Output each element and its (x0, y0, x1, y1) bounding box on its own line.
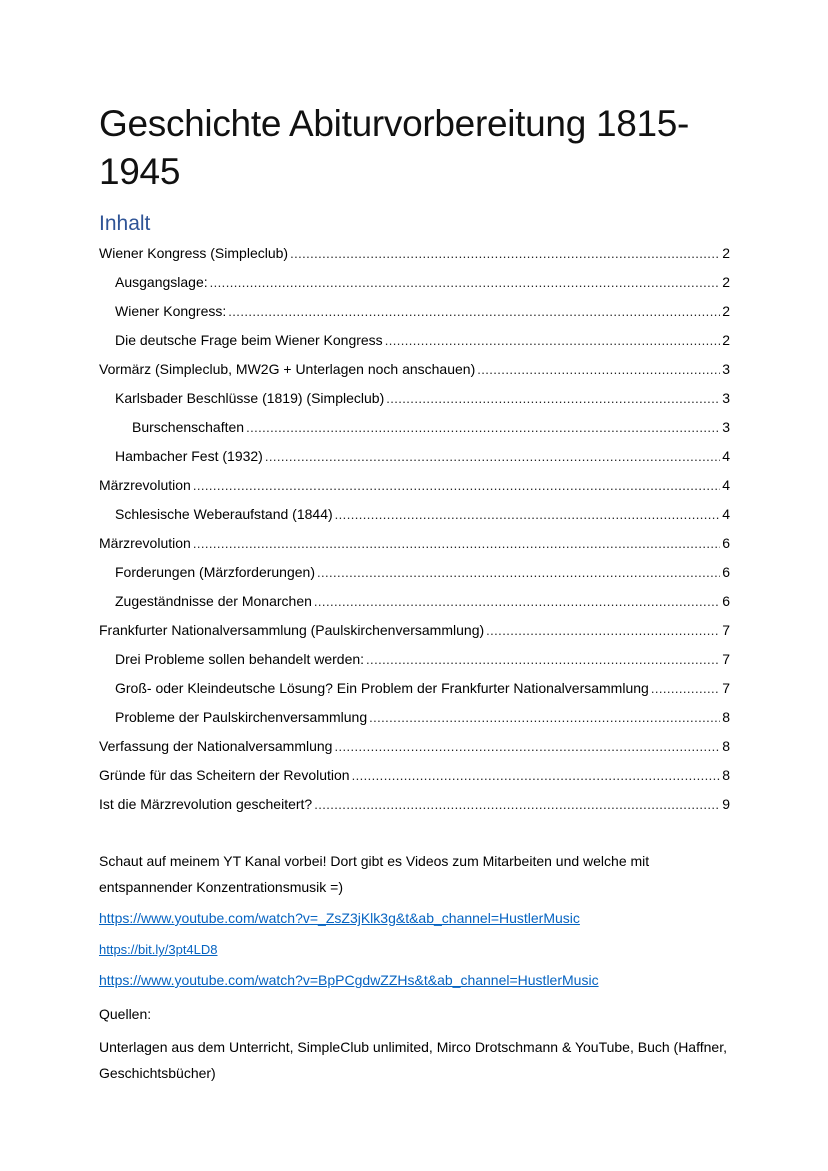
youtube-link-1[interactable] (99, 905, 739, 931)
toc-dot-leader (366, 653, 720, 667)
toc-dot-leader (290, 247, 720, 261)
toc-dot-leader (386, 392, 720, 406)
link-text[interactable]: https://www.youtube.com/watch?v=BpPCgdwZZHs&t&ab_channel=HustlerMusic (99, 972, 599, 988)
toc-dot-leader (265, 450, 720, 464)
toc-page-number: 2 (722, 244, 730, 261)
toc-entry[interactable] (99, 470, 730, 499)
toc-page-number: 6 (722, 592, 730, 609)
toc-entry-label: Ausgangslage: (115, 273, 208, 290)
toc-entry[interactable] (99, 557, 730, 586)
document-title: Geschichte Abiturvorbereitung 1815-1945 (99, 103, 690, 192)
toc-entry-label: Vormärz (Simpleclub, MW2G + Unterlagen noch anschauen) (99, 360, 476, 377)
sources-text: Unterlagen aus dem Unterricht, SimpleClub unlimited, Mirco Drotschmann & YouTube, Buch (Haffner, Geschichtsbücher) (99, 1039, 727, 1081)
toc-page-number: 4 (722, 447, 730, 464)
toc-page-number: 2 (722, 302, 730, 319)
link-text[interactable]: https://www.youtube.com/watch?v=_ZsZ3jKlk3g&t&ab_channel=HustlerMusic (99, 910, 580, 926)
toc-heading: Inhalt (99, 212, 151, 235)
toc-entry-label: Schlesische Weberaufstand (1844) (115, 505, 333, 522)
toc-entry-label: Hambacher Fest (1932) (115, 447, 263, 464)
toc-page-number: 9 (722, 795, 730, 812)
toc-entry[interactable] (99, 673, 730, 702)
toc-page-number: 8 (722, 708, 730, 725)
youtube-link-2[interactable] (99, 967, 739, 993)
toc-dot-leader (651, 682, 720, 696)
toc-page-number: 4 (722, 476, 730, 493)
link-text[interactable]: https://bit.ly/3pt4LD8 (99, 942, 218, 957)
toc-page-number: 7 (722, 621, 730, 638)
toc-entry-label: Ist die Märzrevolution gescheitert? (99, 795, 313, 812)
toc-page-number: 4 (722, 505, 730, 522)
toc-entry[interactable] (99, 296, 730, 325)
toc-entry-label: Verfassung der Nationalversammlung (99, 737, 333, 754)
toc-dot-leader (352, 769, 721, 783)
toc-dot-leader (246, 421, 720, 435)
toc-entry[interactable] (99, 586, 730, 615)
toc-entry[interactable] (99, 325, 730, 354)
toc-entry[interactable] (99, 760, 730, 789)
toc-page-number: 2 (722, 273, 730, 290)
toc-entry[interactable] (99, 731, 730, 760)
bitly-link[interactable] (99, 936, 739, 963)
toc-page-number: 2 (722, 331, 730, 348)
toc-page-number: 7 (722, 650, 730, 667)
toc-dot-leader (228, 305, 720, 319)
toc-entry[interactable] (99, 267, 730, 296)
toc-dot-leader (369, 711, 720, 725)
toc-page-number: 3 (722, 360, 730, 377)
toc-entry-label: Gründe für das Scheitern der Revolution (99, 766, 350, 783)
toc-entry-label: Märzrevolution (99, 476, 191, 493)
toc-dot-leader (385, 334, 721, 348)
toc-entry-label: Forderungen (Märzforderungen) (115, 563, 315, 580)
toc-page-number: 3 (722, 389, 730, 406)
toc-dot-leader (486, 624, 720, 638)
toc-dot-leader (314, 798, 720, 812)
toc-entry-label: Frankfurter Nationalversammlung (Paulskirchenversammlung) (99, 621, 485, 638)
toc-entry[interactable] (99, 615, 730, 644)
toc-entry-label: Probleme der Paulskirchenversammlung (115, 708, 368, 725)
toc-entry-label: Karlsbader Beschlüsse (1819) (Simpleclub) (115, 389, 385, 406)
toc-dot-leader (210, 276, 721, 290)
toc-entry[interactable] (99, 238, 730, 267)
toc-page-number: 3 (722, 418, 730, 435)
toc-dot-leader (193, 537, 720, 551)
toc-entry-label: Wiener Kongress: (115, 302, 227, 319)
table-of-contents (99, 238, 730, 818)
toc-entry-label: Die deutsche Frage beim Wiener Kongress (115, 331, 383, 348)
toc-entry-label: Zugeständnisse der Monarchen (115, 592, 312, 609)
toc-entry-label: Wiener Kongress (Simpleclub) (99, 244, 289, 261)
toc-entry[interactable] (99, 789, 730, 818)
toc-entry-label: Burschenschaften (132, 418, 245, 435)
toc-entry[interactable] (99, 528, 730, 557)
toc-page-number: 7 (722, 679, 730, 696)
toc-dot-leader (317, 566, 720, 580)
toc-dot-leader (314, 595, 720, 609)
toc-entry[interactable] (99, 383, 730, 412)
toc-entry[interactable] (99, 499, 730, 528)
toc-entry[interactable] (99, 644, 730, 673)
toc-entry[interactable] (99, 702, 730, 731)
toc-page-number: 6 (722, 534, 730, 551)
promo-text: Schaut auf meinem YT Kanal vorbei! Dort gibt es Videos zum Mitarbeiten und welche mit entspannender Konzentrationsmusik =) (99, 853, 650, 895)
toc-page-number: 6 (722, 563, 730, 580)
toc-dot-leader (477, 363, 720, 377)
toc-entry[interactable] (99, 354, 730, 383)
toc-entry-label: Groß- oder Kleindeutsche Lösung? Ein Problem der Frankfurter Nationalversammlung (115, 679, 649, 696)
toc-dot-leader (334, 740, 720, 754)
toc-entry[interactable] (99, 412, 730, 441)
toc-page-number: 8 (722, 766, 730, 783)
toc-entry-label: Märzrevolution (99, 534, 191, 551)
sources-label: Quellen: (99, 1006, 152, 1022)
toc-page-number: 8 (722, 737, 730, 754)
toc-entry[interactable] (99, 441, 730, 470)
toc-entry-label: Drei Probleme sollen behandelt werden: (115, 650, 365, 667)
toc-dot-leader (335, 508, 721, 522)
toc-dot-leader (193, 479, 720, 493)
